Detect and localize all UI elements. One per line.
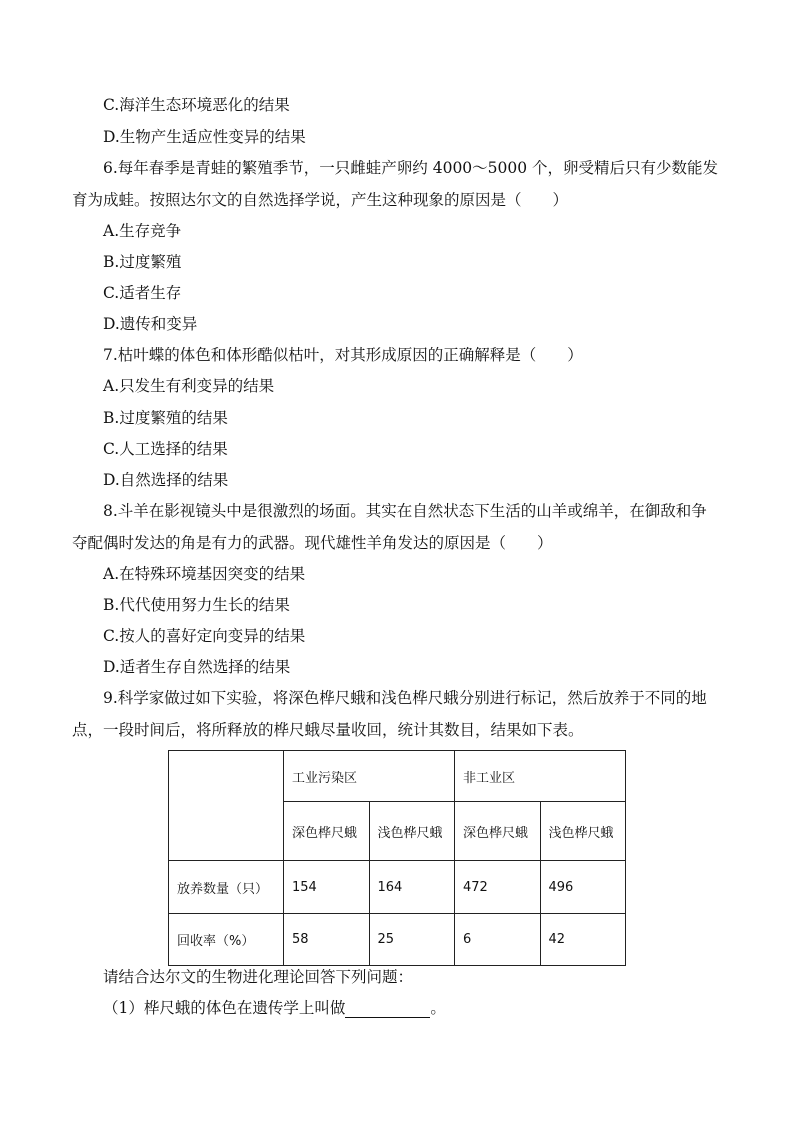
text-line: B.代代使用努力生长的结果 bbox=[103, 596, 290, 614]
region-header-polluted: 工业污染区 bbox=[284, 751, 455, 802]
moth-data-table bbox=[168, 750, 626, 966]
text-line: 点，一段时间后，将所释放的桦尺蛾尽量收回，统计其数目，结果如下表。 bbox=[72, 721, 584, 739]
table-cell: 25 bbox=[369, 914, 455, 966]
col-light-2: 浅色桦尺蛾 bbox=[540, 802, 626, 861]
question-1-end: 。 bbox=[430, 999, 446, 1017]
text-line: C.适者生存 bbox=[103, 284, 182, 302]
answer-blank[interactable] bbox=[345, 1001, 430, 1018]
text-line: 7.枯叶蝶的体色和体形酷似枯叶，对其形成原因的正确解释是（ ） bbox=[103, 346, 583, 364]
question-1 bbox=[103, 998, 446, 1018]
text-line: C.按人的喜好定向变异的结果 bbox=[103, 627, 306, 645]
text-line: A.只发生有利变异的结果 bbox=[103, 377, 275, 395]
text-line: 育为成蛙。按照达尔文的自然选择学说，产生这种现象的原因是（ ） bbox=[72, 191, 569, 209]
table-row bbox=[169, 751, 626, 802]
corner-cell bbox=[169, 751, 284, 861]
text-line: C.人工选择的结果 bbox=[103, 440, 228, 458]
table-cell: 42 bbox=[540, 914, 626, 966]
text-line: D.遗传和变异 bbox=[103, 315, 198, 333]
text-line: 8.斗羊在影视镜头中是很激烈的场面。其实在自然状态下生活的山羊或绵羊，在御敌和争 bbox=[103, 502, 707, 520]
table-row bbox=[169, 861, 626, 914]
text-line: B.过度繁殖 bbox=[103, 253, 182, 271]
text-line: D.自然选择的结果 bbox=[103, 471, 229, 489]
col-light-1: 浅色桦尺蛾 bbox=[369, 802, 455, 861]
text-line: C.海洋生态环境恶化的结果 bbox=[103, 96, 290, 114]
table-cell: 496 bbox=[540, 861, 626, 914]
text-line: 6.每年春季是青蛙的繁殖季节，一只雌蛙产卵约 4000～5000 个，卵受精后只有少数能发 bbox=[103, 159, 719, 177]
text-line: A.在特殊环境基因突变的结果 bbox=[103, 565, 306, 583]
region-header-nonindustrial: 非工业区 bbox=[455, 751, 626, 802]
followup-prompt: 请结合达尔文的生物进化理论回答下列问题： bbox=[103, 968, 414, 986]
text-line: D.适者生存自然选择的结果 bbox=[103, 658, 291, 676]
text-line: A.生存竞争 bbox=[103, 222, 182, 240]
table-row bbox=[169, 914, 626, 966]
row-label-recapture: 回收率（%） bbox=[169, 914, 284, 966]
question-1-text: （1）桦尺蛾的体色在遗传学上叫做 bbox=[103, 999, 346, 1017]
table-cell: 472 bbox=[455, 861, 541, 914]
row-label-released: 放养数量（只） bbox=[169, 861, 284, 914]
table-cell: 164 bbox=[369, 861, 455, 914]
table-cell: 58 bbox=[284, 914, 370, 966]
table-cell: 154 bbox=[284, 861, 370, 914]
text-line: D.生物产生适应性变异的结果 bbox=[103, 128, 306, 146]
table-cell: 6 bbox=[455, 914, 541, 966]
col-dark-1: 深色桦尺蛾 bbox=[284, 802, 370, 861]
text-line: 9.科学家做过如下实验，将深色桦尺蛾和浅色桦尺蛾分别进行标记，然后放养于不同的地 bbox=[103, 689, 707, 707]
text-line: 夺配偶时发达的角是有力的武器。现代雄性羊角发达的原因是（ ） bbox=[72, 534, 553, 552]
text-line: B.过度繁殖的结果 bbox=[103, 409, 228, 427]
col-dark-2: 深色桦尺蛾 bbox=[455, 802, 541, 861]
